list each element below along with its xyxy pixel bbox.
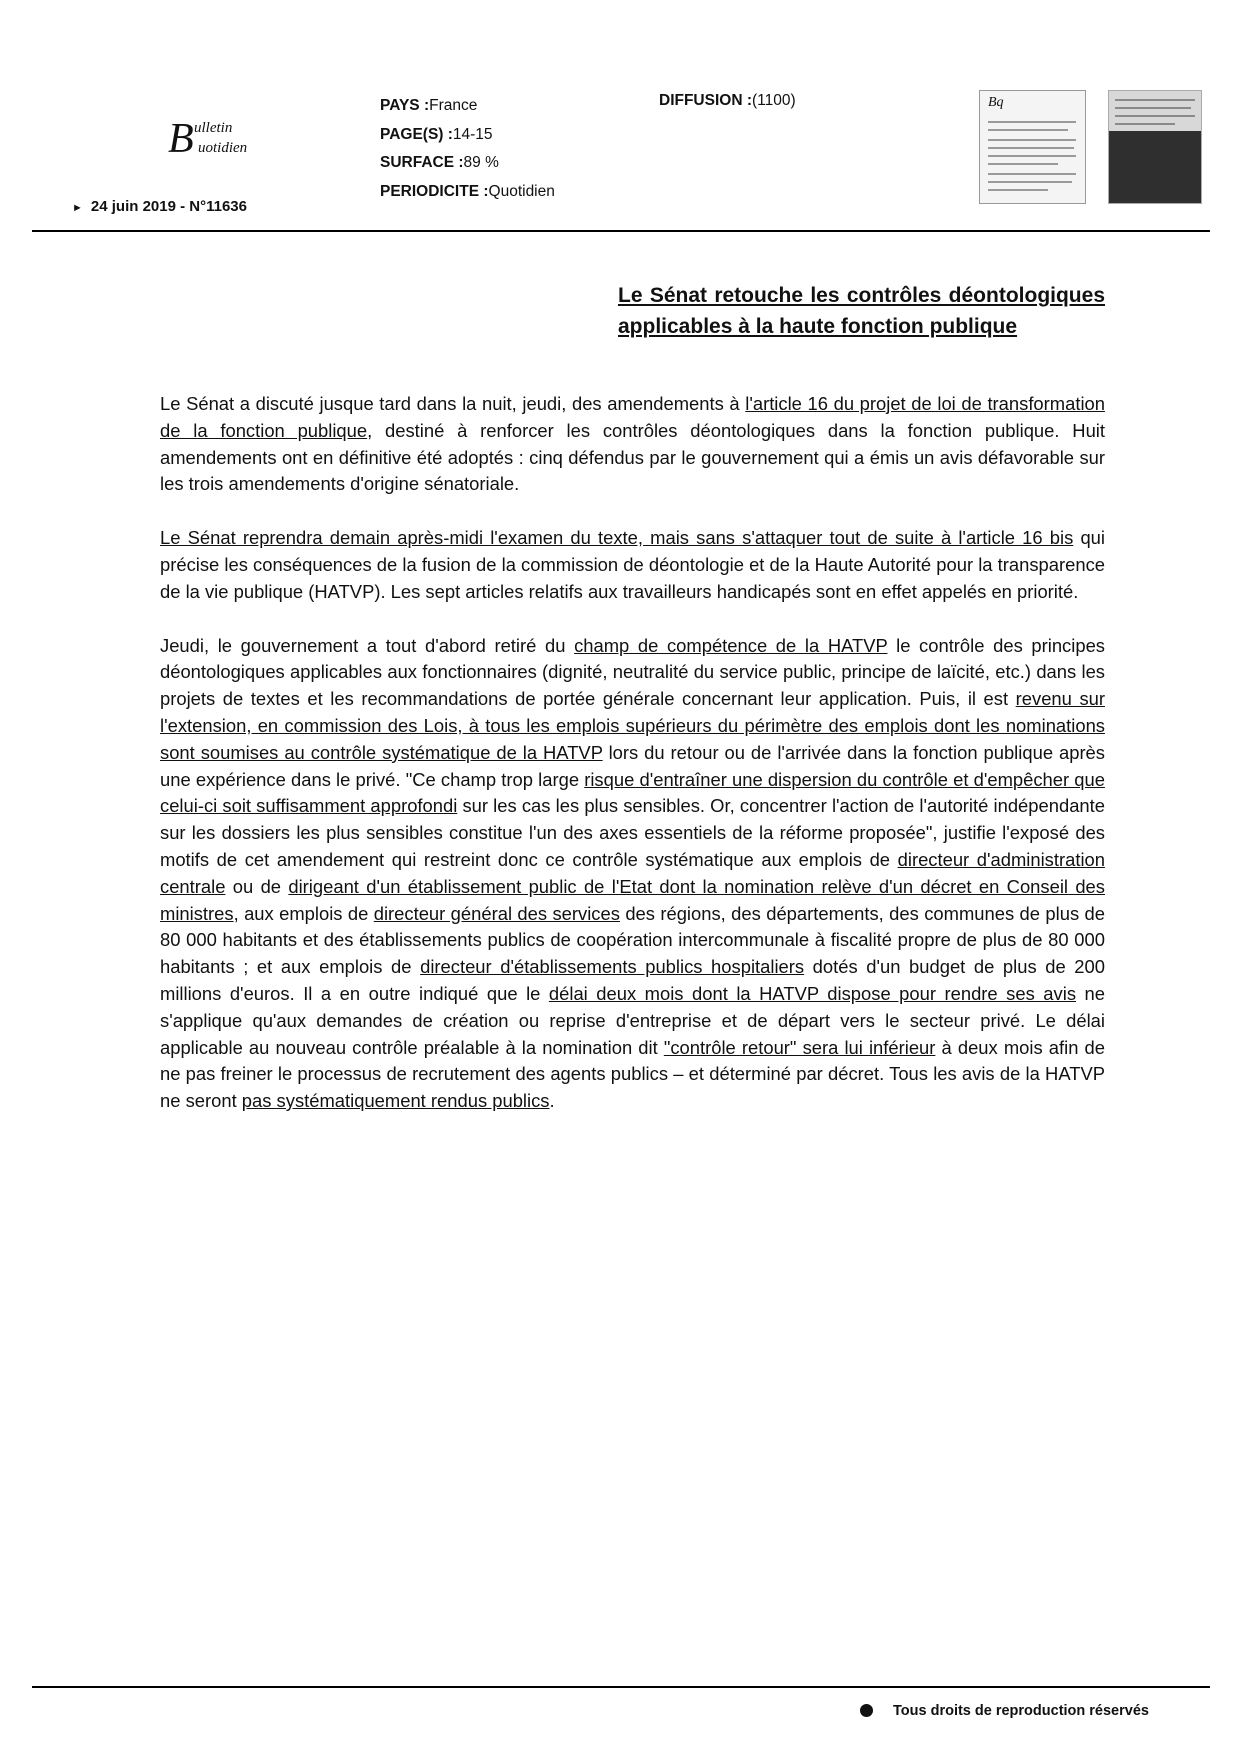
logo-line1: ulletin	[194, 120, 233, 136]
thumbnail-logo-icon: Bq	[988, 95, 1004, 110]
logo-line2: uotidien	[198, 140, 248, 156]
meta-periodicite: PERIODICITE :Quotidien	[380, 182, 555, 200]
bullet-icon	[860, 1704, 873, 1717]
paragraph-1: Le Sénat a discuté jusque tard dans la nuit, jeudi, des amendements à l'article 16 du projet de loi de transformation de la fonction publique, destiné à renforcer les contrôles déontologiques dans la fonction publique. Huit amendements ont en définitive été adoptés : cinq défendus par le gouvernement qui a émis un avis défavorable sur les trois amendements d'origine sénatoriale.	[160, 393, 1105, 495]
triangle-arrow-icon: ►	[72, 202, 83, 214]
page-thumbnail-2	[1108, 90, 1202, 204]
article-title: Le Sénat retouche les contrôles déontologiques applicables à la haute fonction publique	[618, 284, 1105, 338]
paragraph-3: Jeudi, le gouvernement a tout d'abord retiré du champ de compétence de la HATVP le contrôle des principes déontologiques applicables aux fonctionnaires (dignité, neutralité du service public, principe de laïcité, etc.) dans les projets de textes et les recommandations de portée générale concernant leur application. Puis, il est revenu sur l'extension, en commission des Lois, à tous les emplois supérieurs du périmètre des emplois dont les nominations sont soumises au contrôle systématique de la HATVP lors du retour ou de l'arrivée dans la fonction publique après une expérience dans le privé. "Ce champ trop large risque d'entraîner une dispersion du contrôle et d'empêcher que celui-ci soit suffisamment approfondi sur les cas les plus sensibles. Or, concentrer l'action de l'autorité indépendante sur les dossiers les plus sensibles constitue l'un des axes essentiels de la réforme proposée", justifie l'exposé des motifs de cet amendement qui restreint donc ce contrôle systématique aux emplois de directeur d'administration centrale ou de dirigeant d'un établissement public de l'Etat dont la nomination relève d'un décret en Conseil des ministres, aux emplois de directeur général des services des régions, des départements, des communes de plus de 80 000 habitants et des établissements publics de coopération intercommunale à fiscalité propre de plus de 80 000 habitants ; et aux emplois de directeur d'établissements publics hospitaliers dotés d'un budget de plus de 200 millions d'euros. Il a en outre indiqué que le délai deux mois dont la HATVP dispose pour rendre ses avis ne s'applique qu'aux demandes de création ou reprise d'entreprise et de départ vers le secteur privé. Le délai applicable au nouveau contrôle préalable à la nomination dit "contrôle retour" sera lui inférieur à deux mois afin de ne pas freiner le processus de recrutement des agents publics – et déterminé par décret. Tous les avis de la HATVP ne seront pas systématiquement rendus publics.	[160, 634, 1105, 1112]
meta-diffusion: DIFFUSION :(1100)	[659, 92, 796, 109]
logo-letter: B	[168, 116, 194, 162]
meta-pays: PAYS :France	[380, 97, 478, 114]
meta-surface: SURFACE :89 %	[380, 154, 499, 171]
page-thumbnail-1	[979, 90, 1086, 204]
header-divider	[32, 230, 1210, 232]
bulletin-quotidien-logo	[168, 118, 278, 170]
issue-date: ► 24 juin 2019 - N°11636	[72, 198, 247, 215]
footer-divider	[32, 1686, 1210, 1688]
article-body	[160, 391, 1105, 1142]
meta-pages: PAGE(S) :14-15	[380, 125, 493, 143]
publication-metadata	[380, 92, 555, 206]
rights-notice: Tous droits de reproduction réservés	[860, 1703, 1149, 1719]
paragraph-2: Le Sénat reprendra demain après-midi l'examen du texte, mais sans s'attaquer tout de suite à l'article 16 bis qui précise les conséquences de la fusion de la commission de déontologie et de la Haute Autorité pour la transparence de la vie publique (HATVP). Les sept articles relatifs aux travailleurs handicapés sont en effet appelés en priorité.	[160, 527, 1105, 602]
